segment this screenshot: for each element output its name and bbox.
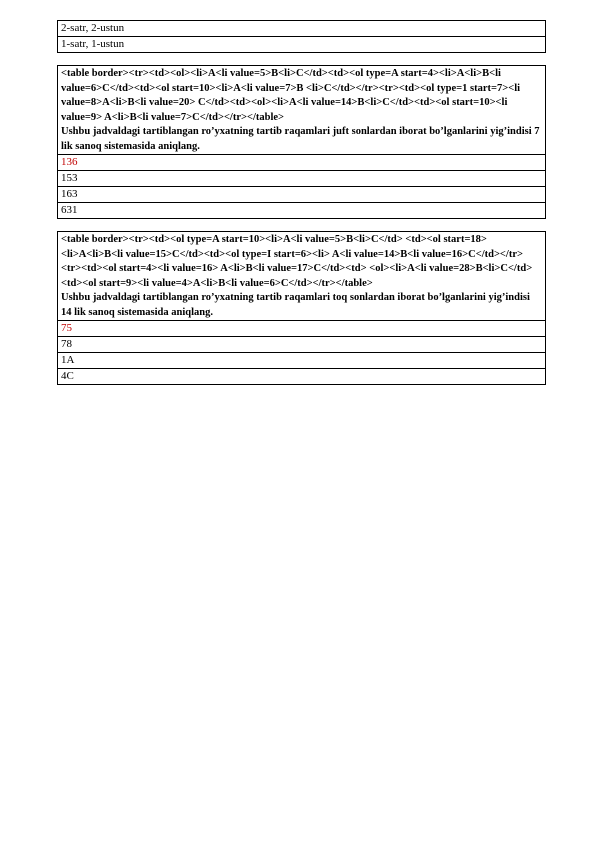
header-cell-2: 1-satr, 1-ustun (58, 37, 546, 53)
table-row (58, 187, 546, 203)
header-table (57, 20, 546, 53)
question-2-instruction: Ushbu jadvaldagi tartiblangan ro’yxatning tartib raqamlari toq sonlardan iborat bo’lganlarini yig’indisi 14 lik sanoq sistemasida aniqlang. (61, 292, 530, 318)
table-row (58, 203, 546, 219)
table-row (58, 353, 546, 369)
question-2-table (57, 231, 546, 385)
question-2-code: <table border><tr><td><ol type=A start=10><li>A<li value=5>B<li>C</td> <td><ol start=18><li>A<li>B<li value=15>C</td><td><ol type=I start=6><li> A<li value=14>B<li value=16>C</td></tr><tr><td><ol start=4><li value=16> A<li>B<li value=17>C</td><td> <ol><li>A<li value=28>B<li>C</td><td><ol start=9><li value=4>A<li>B<li value=6>C</td></tr></table> (61, 234, 533, 289)
document-page (57, 20, 546, 385)
spacer (57, 219, 546, 231)
question-1-option: 153 (58, 171, 546, 187)
table-row (58, 66, 546, 155)
header-cell-1: 2-satr, 2-ustun (58, 21, 546, 37)
question-1-option-correct: 136 (58, 155, 546, 171)
question-1-cell (58, 66, 546, 155)
table-row (58, 171, 546, 187)
table-row (58, 321, 546, 337)
table-row (58, 155, 546, 171)
question-1-option: 631 (58, 203, 546, 219)
question-2-cell (58, 232, 546, 321)
table-row (58, 369, 546, 385)
question-1-instruction: Ushbu jadvaldagi tartiblangan ro’yxatning tartib raqamlari juft sonlardan iborat bo’lganlarini yig’indisi 7 lik sanoq sistemasida aniqlang. (61, 126, 540, 152)
table-row (58, 21, 546, 37)
spacer (57, 53, 546, 65)
question-2-option: 4C (58, 369, 546, 385)
question-1-code: <table border><tr><td><ol><li>A<li value=5>B<li>C</td><td><ol type=A start=4><li>A<li>B<li value=6>C</td><td><ol start=10><li>A<li value=7>B <li>C</td></tr><tr><td><ol type=1 start=7><li value=8>A<li>B<li value=20> C</td><td><ol><li>A<li value=14>B<li>C</td><td><ol start=10><li value=9> A<li>B<li value=7>C</td></tr></table> (61, 68, 521, 123)
table-row (58, 232, 546, 321)
question-1-table (57, 65, 546, 219)
table-row (58, 337, 546, 353)
table-row (58, 37, 546, 53)
question-2-option-correct: 75 (58, 321, 546, 337)
question-2-option: 1A (58, 353, 546, 369)
question-2-option: 78 (58, 337, 546, 353)
question-1-option: 163 (58, 187, 546, 203)
